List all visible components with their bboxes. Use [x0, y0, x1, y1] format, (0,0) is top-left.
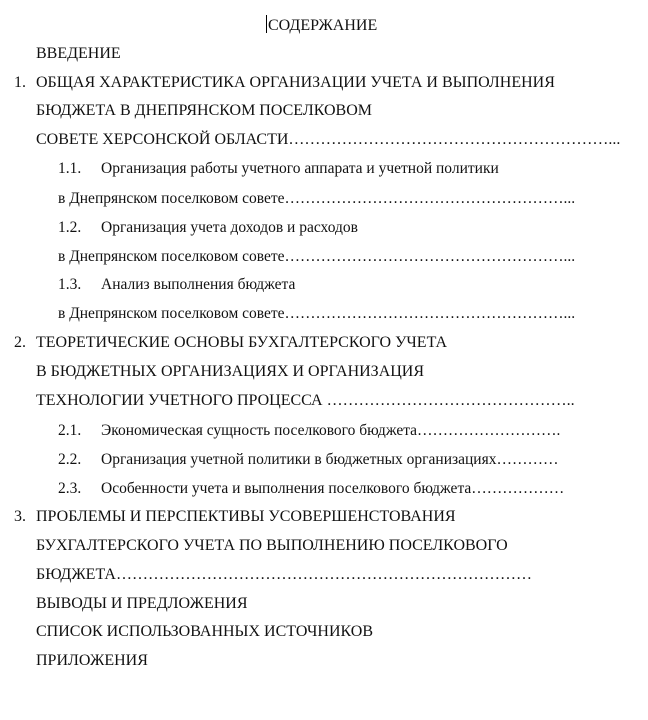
text-cursor — [266, 15, 267, 33]
section-1-number: 1. — [14, 74, 26, 91]
subsection-1-1-continuation: в Днепрянском поселковом совете………………………………………………... — [58, 190, 576, 207]
section-3-number: 3. — [14, 508, 26, 525]
subsection-2-3-title: Особенности учета и выполнения поселкового бюджета……………… — [101, 480, 565, 497]
subsection-1-2-title: Организация учета доходов и расходов — [101, 219, 358, 236]
section-3-title-line-1: ПРОБЛЕМЫ И ПЕРСПЕКТИВЫ УСОВЕРШЕНСТОВАНИЯ — [36, 508, 456, 525]
subsection-2-3-number: 2.3. — [58, 480, 82, 497]
toc-entry-appendices: ПРИЛОЖЕНИЯ — [36, 652, 148, 669]
section-2-number: 2. — [14, 334, 26, 351]
section-1-title-line-1: ОБЩАЯ ХАРАКТЕРИСТИКА ОРГАНИЗАЦИИ УЧЕТА И ВЫПОЛНЕНИЯ — [36, 74, 555, 91]
section-3-title-line-3: БЮДЖЕТА…………………………………………………………………… — [36, 566, 532, 583]
toc-entry-intro: ВВЕДЕНИЕ — [36, 45, 121, 62]
subsection-2-2-title: Организация учетной политики в бюджетных организациях………… — [101, 451, 559, 468]
toc-title-text: СОДЕРЖАНИЕ — [268, 17, 378, 34]
section-3-title-line-2: БУХГАЛТЕРСКОГО УЧЕТА ПО ВЫПОЛНЕНИЮ ПОСЕЛКОВОГО — [36, 537, 508, 554]
subsection-1-1-title: Организация работы учетного аппарата и учетной политики — [101, 160, 499, 177]
section-2-title-line-2: В БЮДЖЕТНЫХ ОРГАНИЗАЦИЯХ И ОРГАНИЗАЦИЯ — [36, 363, 425, 380]
subsection-1-3-number: 1.3. — [58, 276, 82, 293]
subsection-2-1-number: 2.1. — [58, 422, 82, 439]
toc-entry-conclusions: ВЫВОДЫ И ПРЕДЛОЖЕНИЯ — [36, 595, 248, 612]
section-1-title-line-3: СОВЕТЕ ХЕРСОНСКОЙ ОБЛАСТИ……………………………………………………... — [36, 131, 621, 148]
toc-entry-references: СПИСОК ИСПОЛЬЗОВАННЫХ ИСТОЧНИКОВ — [36, 623, 374, 640]
subsection-2-1-title: Экономическая сущность поселкового бюджета………………………. — [101, 422, 561, 439]
subsection-1-2-continuation: в Днепрянском поселковом совете………………………………………………... — [58, 248, 576, 265]
subsection-1-2-number: 1.2. — [58, 219, 82, 236]
section-1-title-line-2: БЮДЖЕТА В ДНЕПРЯНСКОМ ПОСЕЛКОВОМ — [36, 102, 372, 119]
subsection-1-1-number: 1.1. — [58, 160, 82, 177]
subsection-1-3-continuation: в Днепрянском поселковом совете………………………………………………... — [58, 305, 576, 322]
subsection-2-2-number: 2.2. — [58, 451, 82, 468]
section-2-title-line-1: ТЕОРЕТИЧЕСКИЕ ОСНОВЫ БУХГАЛТЕРСКОГО УЧЕТА — [36, 334, 448, 351]
subsection-1-3-title: Анализ выполнения бюджета — [101, 276, 296, 293]
toc-title — [266, 15, 377, 36]
section-2-title-line-3: ТЕХНОЛОГИИ УЧЕТНОГО ПРОЦЕССА ……………………………………….. — [36, 392, 575, 409]
